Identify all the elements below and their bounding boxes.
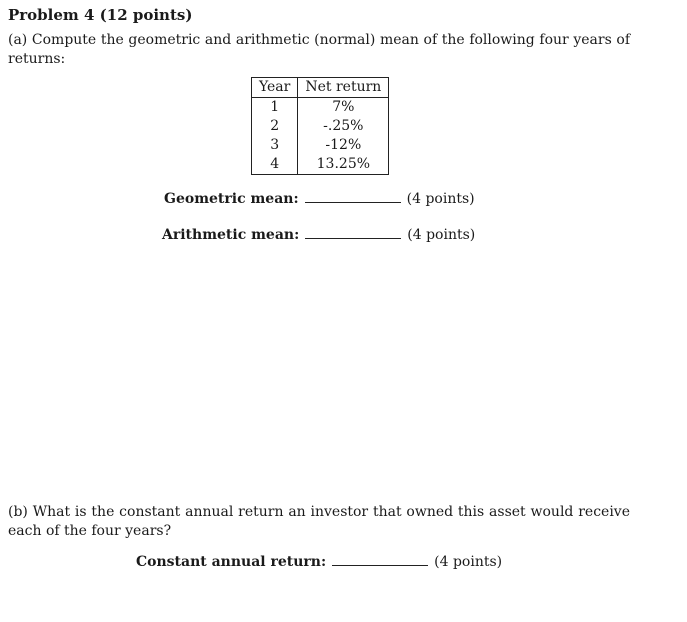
geometric-mean-label: Geometric mean: <box>164 191 299 207</box>
problem-title: Problem 4 (12 points) <box>8 6 193 24</box>
table-row <box>252 136 389 155</box>
year-cell: 3 <box>252 136 298 155</box>
constant-return-label: Constant annual return: <box>136 554 327 570</box>
year-cell: 1 <box>252 98 298 118</box>
year-cell: 2 <box>252 117 298 136</box>
return-cell: 13.25% <box>298 155 389 175</box>
return-cell: -12% <box>298 136 389 155</box>
constant-return-line <box>136 554 502 570</box>
header-net-return: Net return <box>298 78 389 98</box>
geometric-mean-points: (4 points) <box>406 191 475 207</box>
constant-return-answer-blank[interactable] <box>332 565 428 566</box>
table-header-row <box>252 78 389 98</box>
table-row <box>252 117 389 136</box>
return-cell: -.25% <box>298 117 389 136</box>
table-row <box>252 98 389 118</box>
arithmetic-mean-points: (4 points) <box>407 227 476 243</box>
constant-return-points: (4 points) <box>434 554 503 570</box>
arithmetic-mean-answer-blank[interactable] <box>305 238 401 239</box>
geometric-mean-line <box>164 191 475 207</box>
year-cell: 4 <box>252 155 298 175</box>
header-year: Year <box>252 78 298 98</box>
part-b-question: (b) What is the constant annual return an investor that owned this asset would receive each of the four years? <box>8 504 630 539</box>
returns-table <box>251 77 389 175</box>
arithmetic-mean-label: Arithmetic mean: <box>162 227 300 243</box>
part-a-question: (a) Compute the geometric and arithmetic (normal) mean of the following four years of returns: <box>8 32 630 67</box>
arithmetic-mean-line <box>162 227 475 243</box>
return-cell: 7% <box>298 98 389 118</box>
geometric-mean-answer-blank[interactable] <box>305 202 401 203</box>
table-row <box>252 155 389 175</box>
